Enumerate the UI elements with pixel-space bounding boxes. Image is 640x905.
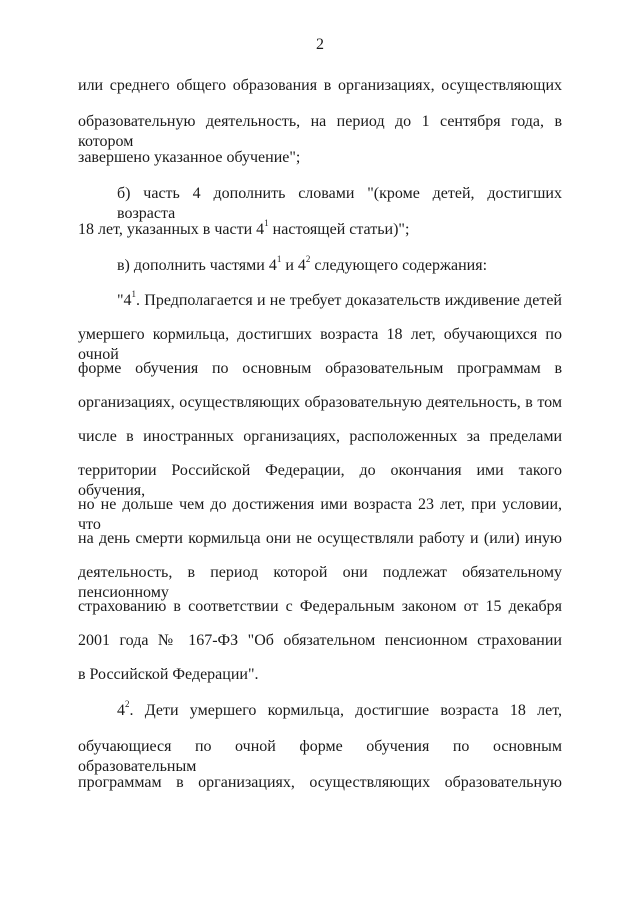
text-span: . Дети умершего кормильца, достигшие возраста 18 лет, — [129, 702, 562, 719]
text-line — [117, 698, 562, 721]
text-span: и 4 — [281, 257, 306, 274]
superscript: 1 — [276, 253, 282, 264]
text-span: "4 — [117, 292, 132, 309]
text-line: в Российской Федерации". — [78, 666, 259, 683]
text-line: организациях, осуществляющих образовательную деятельность, в том — [78, 394, 562, 411]
text-line: но не дольше чем до достижения ими возраста 23 лет, при условии, что — [78, 496, 562, 533]
text-span: . Предполагается и не требует доказательств иждивение детей — [136, 292, 562, 309]
text-line: образовательную деятельность, на период до 1 сентября года, в котором — [78, 113, 562, 150]
text-span: настоящей статьи)"; — [268, 221, 410, 238]
text-line: завершено указанное обучение"; — [78, 149, 301, 166]
page-number: 2 — [316, 36, 324, 53]
text-line: программам в организациях, осуществляющих образовательную — [78, 774, 562, 791]
superscript: 1 — [131, 288, 137, 299]
text-span: в) дополнить частями 4 — [117, 257, 277, 274]
text-line: страхованию в соответствии с Федеральным законом от 15 декабря — [78, 598, 562, 615]
text-line: числе в иностранных организациях, расположенных за пределами — [78, 428, 562, 445]
text-line: умершего кормильца, достигших возраста 18 лет, обучающихся по очной — [78, 326, 562, 363]
text-line: на день смерти кормильца они не осуществляли работу и (или) иную — [78, 530, 562, 547]
text-line: деятельность, в период которой они подлежат обязательному пенсионному — [78, 564, 562, 601]
text-line: или среднего общего образования в организациях, осуществляющих — [78, 77, 562, 94]
text-line: б) часть 4 дополнить словами "(кроме детей, достигших возраста — [117, 185, 562, 222]
text-line — [117, 253, 562, 276]
text-line: 2001 года № 167-ФЗ "Об обязательном пенсионном страховании — [78, 632, 562, 649]
text-span: 18 лет, указанных в части 4 — [78, 221, 265, 238]
superscript: 1 — [264, 217, 269, 228]
superscript: 2 — [305, 253, 311, 264]
text-span: 4 — [117, 702, 125, 719]
text-line: обучающиеся по очной форме обучения по основным образовательным — [78, 738, 562, 775]
text-line — [117, 288, 562, 311]
text-line: территории Российской Федерации, до окончания ими такого обучения, — [78, 462, 562, 499]
text-line: форме обучения по основным образовательным программам в — [78, 360, 562, 377]
superscript: 2 — [125, 698, 130, 709]
text-span: следующего содержания: — [310, 257, 488, 274]
text-line — [78, 217, 562, 240]
